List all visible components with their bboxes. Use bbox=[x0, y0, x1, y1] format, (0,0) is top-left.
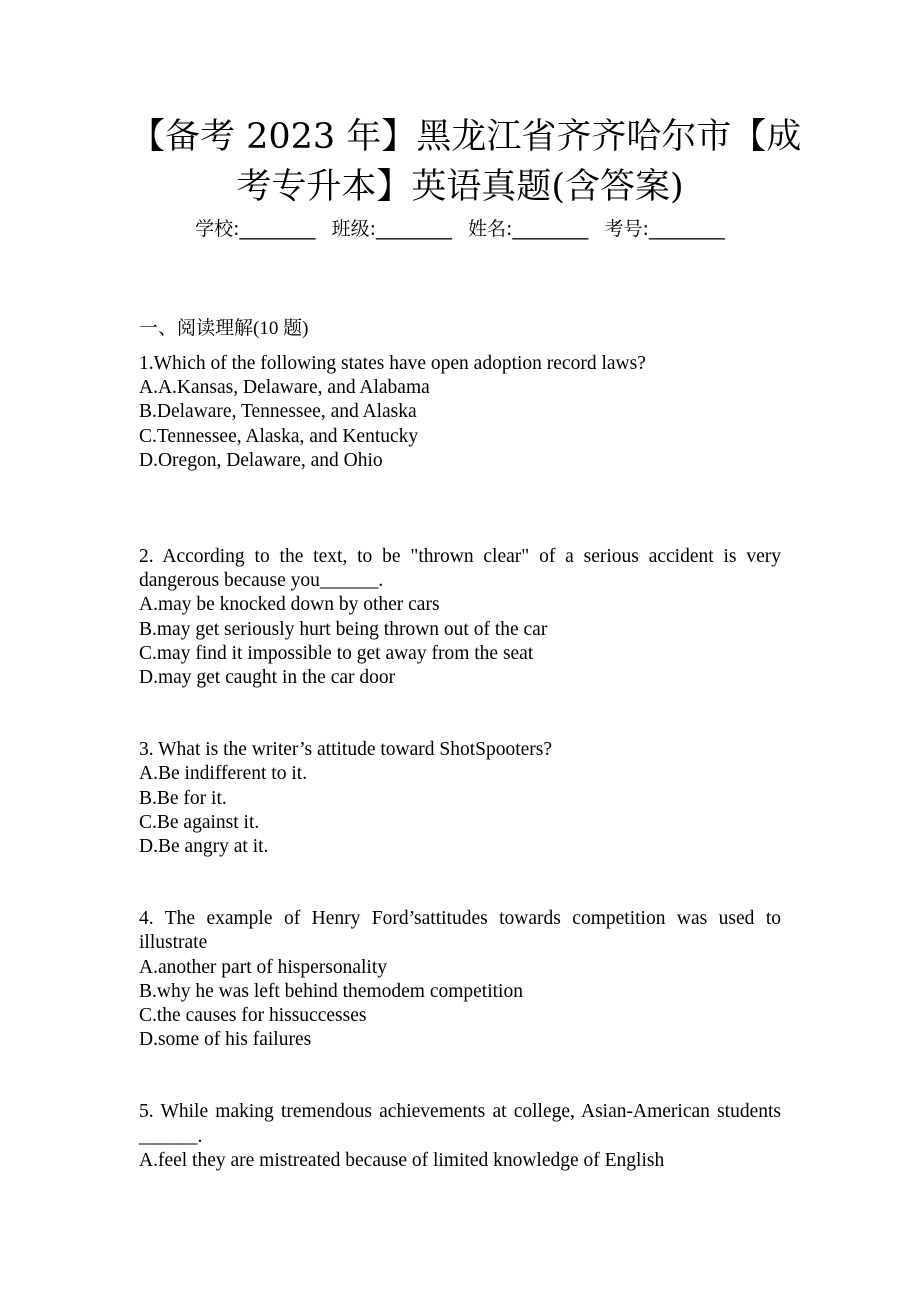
option-d: D.Oregon, Delaware, and Ohio bbox=[139, 449, 383, 471]
option-a: A.Be indifferent to it. bbox=[139, 763, 308, 785]
question-stem: 4. The example of Henry Ford’sattitudes towards competition was used to illustrate bbox=[139, 908, 781, 954]
school-blank[interactable]: ________ bbox=[239, 218, 316, 240]
option-c: C.the causes for hissuccesses bbox=[139, 1005, 367, 1027]
option-a: A.feel they are mistreated because of limited knowledge of English bbox=[139, 1149, 665, 1171]
exam-number-label: 考号: bbox=[604, 218, 649, 240]
option-c: C.may find it impossible to get away from the seat bbox=[139, 642, 534, 664]
question-5 bbox=[139, 1100, 781, 1173]
title-line-1: 【备考 2023 年】黑龙江省齐齐哈尔市【成 bbox=[130, 117, 802, 157]
option-d: D.Be angry at it. bbox=[139, 836, 269, 858]
question-stem: 3. What is the writer’s attitude toward ShotSpooters? bbox=[139, 739, 553, 761]
option-b: B.may get seriously hurt being thrown out of the car bbox=[139, 618, 548, 640]
school-label: 学校: bbox=[195, 218, 240, 240]
option-d: D.some of his failures bbox=[139, 1029, 312, 1051]
class-field[interactable] bbox=[332, 216, 452, 242]
exam-number-blank[interactable]: ________ bbox=[648, 218, 725, 240]
student-info-row bbox=[0, 216, 920, 242]
question-3 bbox=[139, 738, 781, 859]
class-label: 班级: bbox=[331, 218, 376, 240]
option-d: D.may get caught in the car door bbox=[139, 667, 396, 689]
school-field[interactable] bbox=[195, 216, 315, 242]
question-1 bbox=[139, 352, 781, 473]
section-heading: 一、阅读理解(10 题) bbox=[139, 318, 309, 339]
question-2 bbox=[139, 545, 781, 690]
option-b: B.why he was left behind themodem competition bbox=[139, 980, 523, 1002]
name-label: 姓名: bbox=[468, 218, 513, 240]
option-a: A.another part of hispersonality bbox=[139, 956, 388, 978]
exam-number-field[interactable] bbox=[604, 216, 724, 242]
question-4 bbox=[139, 907, 781, 1052]
option-b: B.Delaware, Tennessee, and Alaska bbox=[139, 401, 417, 423]
option-a: A.A.Kansas, Delaware, and Alabama bbox=[139, 377, 430, 399]
option-c: C.Be against it. bbox=[139, 811, 260, 833]
question-stem: 5. While making tremendous achievements at college, Asian-American students ______. bbox=[139, 1101, 781, 1147]
question-stem: 1.Which of the following states have open adoption record laws? bbox=[139, 353, 646, 374]
document-title bbox=[130, 112, 802, 212]
title-line-2: 考专升本】英语真题(含答案) bbox=[236, 167, 684, 207]
name-blank[interactable]: ________ bbox=[512, 218, 589, 240]
question-stem: 2. According to the text, to be "thrown clear" of a serious accident is very dangerous because you______. bbox=[139, 546, 781, 592]
option-c: C.Tennessee, Alaska, and Kentucky bbox=[139, 425, 419, 447]
option-b: B.Be for it. bbox=[139, 787, 227, 809]
name-field[interactable] bbox=[468, 216, 588, 242]
class-blank[interactable]: ________ bbox=[375, 218, 452, 240]
option-a: A.may be knocked down by other cars bbox=[139, 594, 440, 616]
